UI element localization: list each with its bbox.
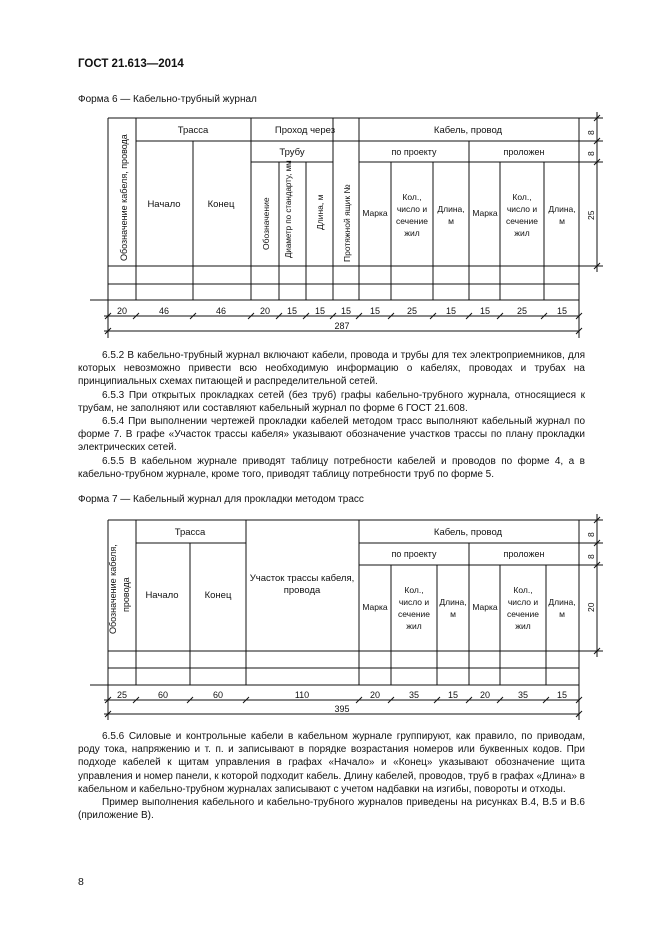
paragraph-6-5-5: 6.5.5 В кабельном журнале приводят таблицу потребности кабелей и проводов по форме 4, а в кабельно-трубном журнале, кроме того, приводят таблицу потребности труб по форме 5. xyxy=(78,455,585,480)
f6-w-9: 15 xyxy=(445,306,457,316)
f7-h-count-2b: число и xyxy=(507,597,539,607)
f6-h-pipe: Трубу xyxy=(279,147,305,158)
document-header: ГОСТ 21.613—2014 xyxy=(78,58,184,70)
f7-h-0: 8 xyxy=(586,532,596,537)
f6-h-0: 8 xyxy=(586,130,596,135)
f7-w-0: 25 xyxy=(116,690,128,700)
f6-h-pull-box: Протяжной ящик № xyxy=(342,184,352,262)
f7-w-1: 60 xyxy=(157,690,169,700)
paragraph-6-5-2: 6.5.2 В кабельно-трубный журнал включают кабели, провода и трубы для тех электроприемников, для которых невозможно привести всю необходимую информацию о кабелях, проводах и трубах на принципиальных схемах питающей и распределительной сетей. xyxy=(78,350,585,388)
f6-w-3: 20 xyxy=(259,306,271,316)
paragraphs-block-2 xyxy=(78,730,585,822)
f7-h-segment-1: Участок трассы кабеля, xyxy=(249,573,355,584)
f6-h-count-2a: Кол., xyxy=(512,192,532,202)
f7-w-6: 15 xyxy=(447,690,459,700)
f7-w-7: 20 xyxy=(479,690,491,700)
f6-h-brand-2: Марка xyxy=(472,208,498,218)
f6-h-designation: Обозначение xyxy=(261,197,271,250)
f6-h-2: 25 xyxy=(586,210,596,220)
f6-w-12: 15 xyxy=(556,306,568,316)
f6-w-10: 15 xyxy=(479,306,491,316)
f7-h-by-project: по проекту xyxy=(391,549,437,559)
f6-h-cable-wire: Кабель, провод xyxy=(433,125,503,136)
f7-h-brand-1: Марка xyxy=(362,602,388,612)
paragraph-6-5-6: 6.5.6 Силовые и контрольные кабели в кабельном журнале группируют, как правило, по приводам, роду тока, напряжению и т. п. и записывают в порядке возрастания номеров или буквенных кодов. При подходе кабелей к щитам управления в графах «Начало» и «Конец» указывают обозначение щита управления и номер панели, к которой подходит кабель. Длину кабелей, проводов, труб в графах «Длина» в кабельном и кабельно-трубном журналах записывают с учетом надбавки на изгибы, повороты и отходы. xyxy=(78,731,585,795)
f6-h-by-project: по проекту xyxy=(391,147,437,157)
f7-h-route: Трасса xyxy=(174,527,206,538)
f6-h-count-2d: жил xyxy=(514,228,530,238)
f7-h-1: 8 xyxy=(586,554,596,559)
f6-h-length: Длина, м xyxy=(315,194,325,230)
f7-h-count-1a: Кол., xyxy=(404,585,424,595)
f7-w-4: 20 xyxy=(369,690,381,700)
paragraph-6-5-3: 6.5.3 При открытых прокладках сетей (без труб) графы кабельно-трубного журнала, относящиеся к трубам, не заполняют или составляют кабельный журнал по форме 6 ГОСТ 21.608. xyxy=(78,389,585,414)
f6-h-brand-1: Марка xyxy=(362,208,388,218)
f6-w-8: 25 xyxy=(406,306,418,316)
f7-h-segment-2: провода xyxy=(283,585,321,596)
f6-h-count-2b: число и xyxy=(506,204,538,214)
f7-w-9: 15 xyxy=(556,690,568,700)
form7-table xyxy=(88,510,618,722)
f6-w-4: 15 xyxy=(286,306,298,316)
f6-h-count-2c: сечение xyxy=(505,216,539,226)
f6-h-diameter: Диаметр по стандарту, мм xyxy=(284,160,293,258)
f7-h-len-2a: Длина, xyxy=(548,597,576,607)
f6-w-1: 46 xyxy=(158,306,170,316)
f6-h-count-1a: Кол., xyxy=(402,192,422,202)
f6-w-0: 20 xyxy=(116,306,128,316)
f6-h-count-1b: число и xyxy=(396,204,428,214)
f7-h-count-1c: сечение xyxy=(397,609,431,619)
f6-w-2: 46 xyxy=(215,306,227,316)
f7-h-count-1d: жил xyxy=(406,621,422,631)
f7-h-cable-designation-1: Обозначение кабеля, xyxy=(108,544,118,634)
f6-w-6: 15 xyxy=(340,306,352,316)
form6-caption: Форма 6 — Кабельно-трубный журнал xyxy=(78,94,257,105)
f7-w-5: 35 xyxy=(408,690,420,700)
f7-h-len-2b: м xyxy=(559,609,565,619)
f6-w-7: 15 xyxy=(369,306,381,316)
f7-h-count-2d: жил xyxy=(515,621,531,631)
paragraph-6-5-4: 6.5.4 При выполнении чертежей прокладки кабелей методом трасс выполняют кабельный журнал по форме 7. В графе «Участок трассы кабеля» указывают обозначение участков трассы по плану прокладки электрических сетей. xyxy=(78,416,585,454)
f6-h-count-1c: сечение xyxy=(395,216,429,226)
f6-h-len-2a: Длина, xyxy=(548,204,576,214)
f7-h-end: Конец xyxy=(204,590,232,601)
f6-h-len-1a: Длина, xyxy=(437,204,465,214)
f7-h-len-1a: Длина, xyxy=(439,597,467,607)
f6-h-len-1b: м xyxy=(448,216,454,226)
f6-total-width: 287 xyxy=(334,321,350,331)
f7-h-count-2c: сечение xyxy=(506,609,540,619)
f7-h-brand-2: Марка xyxy=(472,602,498,612)
f6-w-11: 25 xyxy=(516,306,528,316)
paragraphs-block-1 xyxy=(78,349,585,481)
f6-h-count-1d: жил xyxy=(404,228,420,238)
f7-h-cable-wire: Кабель, провод xyxy=(433,527,503,538)
f6-h-end: Конец xyxy=(207,199,235,210)
f7-w-3: 110 xyxy=(294,690,310,700)
form6-table xyxy=(88,108,618,340)
page-number: 8 xyxy=(78,876,84,888)
f7-h-len-1b: м xyxy=(450,609,456,619)
f6-h-route: Трасса xyxy=(177,125,209,136)
f6-h-len-2b: м xyxy=(559,216,565,226)
f7-w-2: 60 xyxy=(212,690,224,700)
f7-h-cable-designation-2: провода xyxy=(121,577,131,612)
form7-caption: Форма 7 — Кабельный журнал для прокладки методом трасс xyxy=(78,494,364,505)
f6-h-cable-designation: Обозначение кабеля, провода xyxy=(119,134,129,261)
f6-h-laid: проложен xyxy=(503,147,545,157)
f7-h-start: Начало xyxy=(145,590,179,601)
f7-h-laid: проложен xyxy=(503,549,545,559)
f7-total-width: 395 xyxy=(334,704,350,714)
paragraph-example: Пример выполнения кабельного и кабельно-трубного журналов приведены на рисунках В.4, В.5 и В.6 (приложение В). xyxy=(78,797,585,822)
f6-w-5: 15 xyxy=(314,306,326,316)
f6-h-passage: Проход через xyxy=(274,125,336,136)
f7-w-8: 35 xyxy=(517,690,529,700)
f7-h-count-1b: число и xyxy=(398,597,430,607)
f6-h-start: Начало xyxy=(147,199,181,210)
f7-h-2: 20 xyxy=(586,602,596,612)
f6-h-1: 8 xyxy=(586,151,596,156)
f7-h-count-2a: Кол., xyxy=(513,585,533,595)
